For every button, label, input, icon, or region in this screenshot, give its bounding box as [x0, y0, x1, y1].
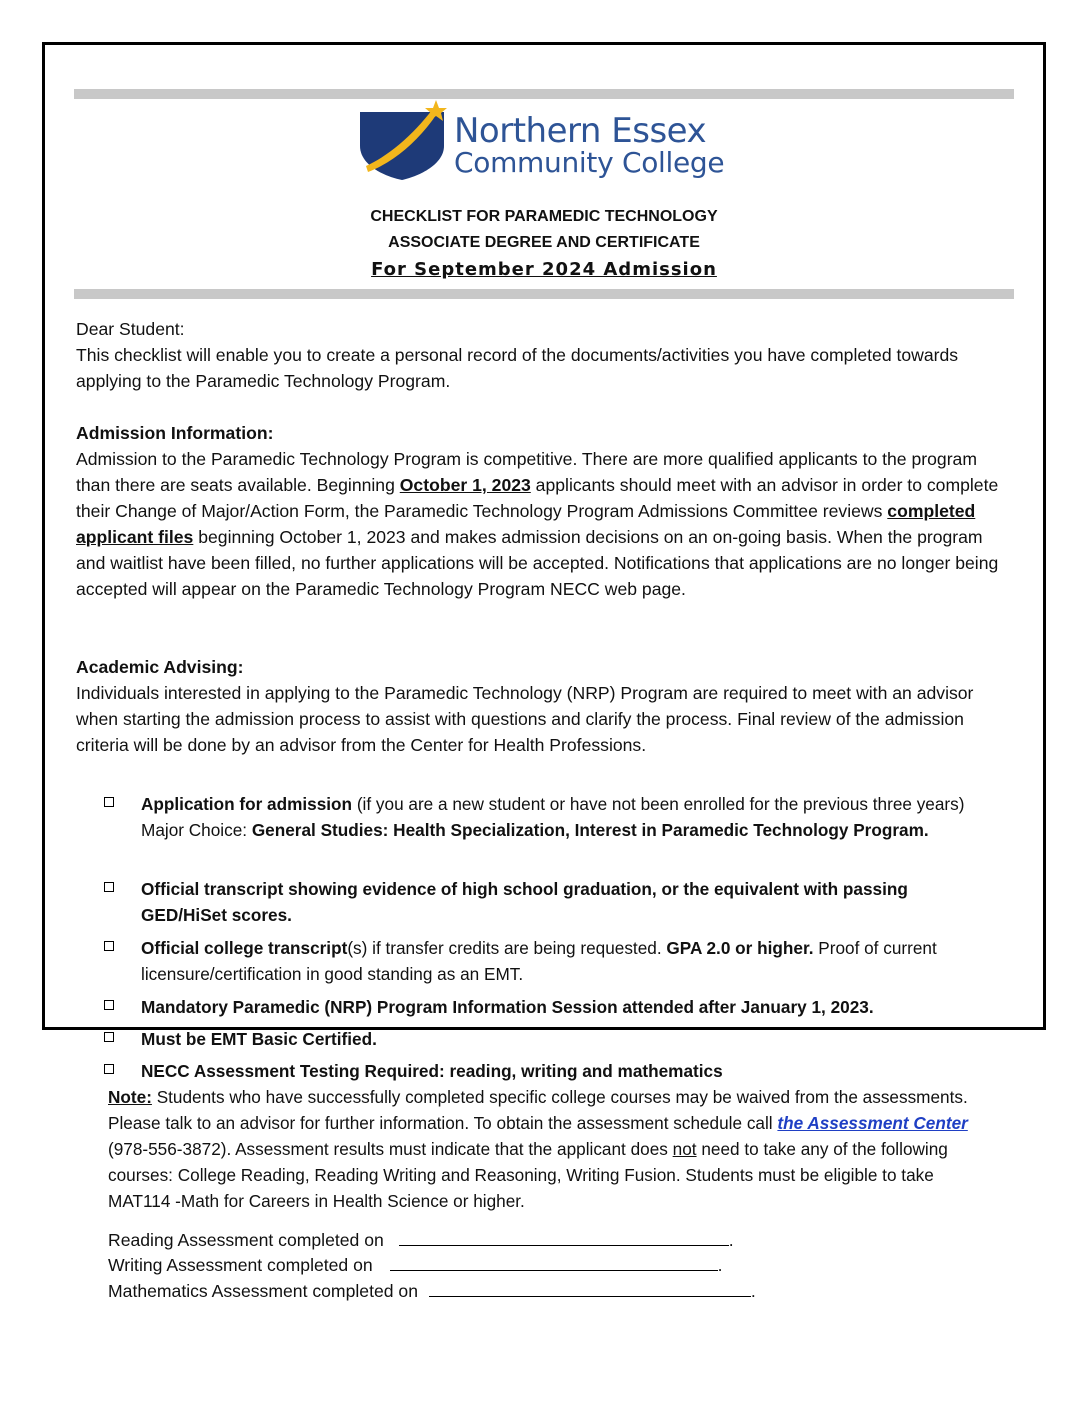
- reading-completed-row: [108, 1227, 734, 1253]
- logo-text-line1: Northern Essex: [454, 111, 707, 151]
- checklist-item-text: [141, 935, 991, 987]
- advising-section: [76, 654, 1016, 758]
- reading-date-field[interactable]: [399, 1227, 729, 1246]
- assessment-center-link[interactable]: the Assessment Center: [777, 1113, 968, 1133]
- checklist-item-text: Mandatory Paramedic (NRP) Program Information Session attended after January 1, 2023.: [141, 997, 874, 1017]
- intro-text: This checklist will enable you to create a personal record of the documents/activities you have completed towards applying to the Paramedic Technology Program.: [76, 345, 959, 391]
- period: .: [728, 1230, 734, 1250]
- checkbox[interactable]: [104, 1000, 114, 1010]
- checklist-item-text: Must be EMT Basic Certified.: [141, 1029, 377, 1049]
- logo-text-line2: Community College: [454, 146, 725, 179]
- admission-text-part2: applicants should meet with an advisor in order to complete their Change of Major/Action Form, the Paramedic Technology Program Admissions Committee reviews: [76, 475, 999, 521]
- item-detail: (if you are a new student or have not been enrolled for the previous three years) Major Choice:: [141, 794, 965, 840]
- completed-files-emphasis: completed applicant files: [76, 501, 976, 547]
- admission-text-part3: beginning October 1, 2023 and makes admission decisions on an on-going basis. When the program and waitlist have been filled, no further applications will be accepted. Notifications that applications are no longer being accepted will appear on the Paramedic Technology Program NECC web page.: [76, 527, 999, 599]
- advising-heading: Academic Advising:: [76, 657, 244, 677]
- note-not-emphasis: not: [672, 1139, 697, 1159]
- checklist-item-text: NECC Assessment Testing Required: reading, writing and mathematics: [141, 1061, 723, 1081]
- admission-section: [76, 420, 1016, 602]
- checkbox[interactable]: [104, 1064, 114, 1074]
- checkbox[interactable]: [104, 882, 114, 892]
- period: .: [717, 1255, 723, 1275]
- checkbox[interactable]: [104, 797, 114, 807]
- math-date-field[interactable]: [429, 1278, 751, 1297]
- math-label: Mathematics Assessment completed on: [108, 1281, 418, 1301]
- item-gpa: GPA 2.0 or higher.: [666, 938, 814, 958]
- header-divider-top: [74, 89, 1014, 99]
- math-completed-row: [108, 1278, 756, 1304]
- reading-label: Reading Assessment completed on: [108, 1230, 384, 1250]
- admission-text: [76, 446, 1016, 602]
- admission-date: October 1, 2023: [399, 475, 531, 495]
- assessment-note: [108, 1084, 998, 1214]
- title-line3: For September 2024 Admission: [371, 259, 717, 280]
- item-detail: (s) if transfer credits are being requested.: [347, 938, 667, 958]
- checkbox[interactable]: [104, 1032, 114, 1042]
- note-text-part3: need to take any of the following courses: College Reading, Reading Writing and Reasoning, Writing Fusion. Students must be eligible to take MAT114 -Math for Careers in Health Science or higher.: [108, 1139, 948, 1211]
- item-bold-label: Application for admission: [141, 794, 353, 814]
- writing-date-field[interactable]: [390, 1252, 718, 1271]
- item-major-choice: General Studies: Health Specialization, Interest in Paramedic Technology Program.: [251, 820, 929, 840]
- note-label: Note:: [108, 1087, 152, 1107]
- item-detail-2: Proof of current licensure/certification in good standing as an EMT.: [141, 938, 937, 984]
- admission-text-part1: Admission to the Paramedic Technology Program is competitive. There are more qualified applicants to the program than there are seats available. Beginning: [76, 449, 977, 495]
- writing-label: Writing Assessment completed on: [108, 1255, 373, 1275]
- advising-text: Individuals interested in applying to the Paramedic Technology (NRP) Program are required to meet with an advisor when starting the admission process to assist with questions and clarify the process. Final review of the admission criteria will be done by an advisor from the Center for Health Professions.: [76, 683, 974, 755]
- greeting: Dear Student:: [76, 319, 185, 339]
- checklist-item-text: [141, 791, 991, 843]
- note-text-part1: Students who have successfully completed specific college courses may be waived from the assessments. Please talk to an advisor for further information. To obtain the assessment schedule call: [108, 1087, 968, 1133]
- header-divider-bottom: [74, 289, 1014, 299]
- item-bold-label: Official college transcript: [141, 938, 348, 958]
- note-text-part2: (978-556-3872). Assessment results must indicate that the applicant does: [108, 1139, 673, 1159]
- title-line1: CHECKLIST FOR PARAMEDIC TECHNOLOGY: [370, 208, 718, 225]
- admission-heading: Admission Information:: [76, 423, 274, 443]
- checkbox[interactable]: [104, 941, 114, 951]
- title-line2: ASSOCIATE DEGREE AND CERTIFICATE: [388, 234, 700, 251]
- writing-completed-row: [108, 1252, 722, 1278]
- period: .: [750, 1281, 756, 1301]
- checklist-item-text: Official transcript showing evidence of high school graduation, or the equivalent with passing GED/HiSet scores.: [141, 879, 908, 925]
- intro-section: [76, 316, 1016, 394]
